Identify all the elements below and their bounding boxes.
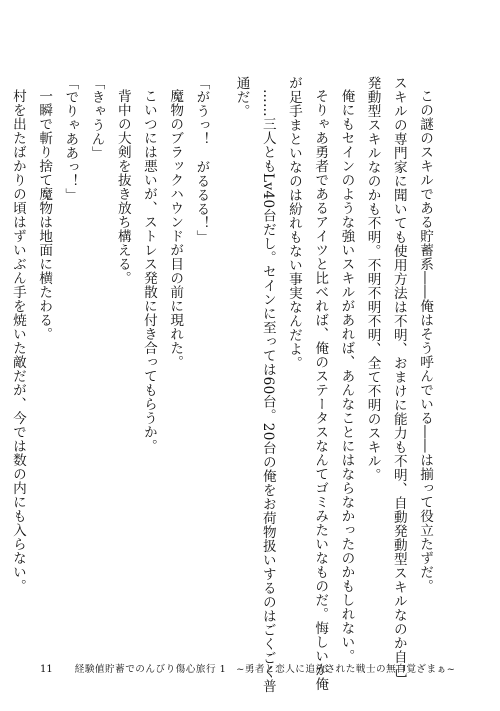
text-line: そりゃあ勇者であるアイツと比べれば、俺のステータスなんてゴミみたいなものだ。悔しいが俺 [312, 89, 329, 691]
dialogue-line: 「でりゃああっ！」 [62, 76, 79, 202]
text-line: 村を出たばかりの頃はずいぶん手を焼いた敵だが、今では数の内にも入らない。 [9, 89, 26, 593]
text-line: スキルの専門家に聞いても使用方法は不明、おまけに能力も不明、自動発動型スキルなのか自己 [390, 76, 407, 678]
text-line: 通だ。 [233, 76, 250, 118]
page-number: 11 [40, 664, 53, 675]
text-line: 俺にもセインのような強いスキルがあれば、あんなことにはならなかったのかもしれない。 [338, 89, 355, 663]
blank-line [214, 76, 228, 636]
text-line: 発動型スキルなのかも不明。不明不明不明、全て不明のスキル。 [364, 76, 381, 482]
running-title: 経験値貯蓄でのんびり傷心旅行 1 ~勇者と恋人に追放された戦士の無自覚ざまぁ~ [74, 664, 456, 675]
text-line: が足手まといなのは紛れもない事実なんだよ。 [285, 76, 302, 370]
text-line: こいつには悪いが、ストレス発散に付き合ってもらうか。 [140, 89, 157, 453]
text-line: この謎のスキルである貯蓄系――俺はそう呼んでいる――は揃って役立たずだ。 [417, 89, 433, 593]
dialogue-line: 「きゃうん」 [88, 76, 105, 160]
text-line: 魔物のブラックハウンドが目の前に現れた。 [167, 89, 184, 369]
text-line: 背中の大剣を抜き放ち構える。 [114, 89, 131, 285]
text-line: ……三人ともLv40台だし。セインに至っては60台。20台の俺をお荷物扱いするのはごくごく普 [259, 89, 276, 693]
text-line: 一瞬で斬り捨て魔物は地面に横たわる。 [36, 89, 53, 341]
dialogue-line: 「がうっ！ がるるる！」 [193, 76, 210, 244]
page-footer [40, 660, 470, 680]
